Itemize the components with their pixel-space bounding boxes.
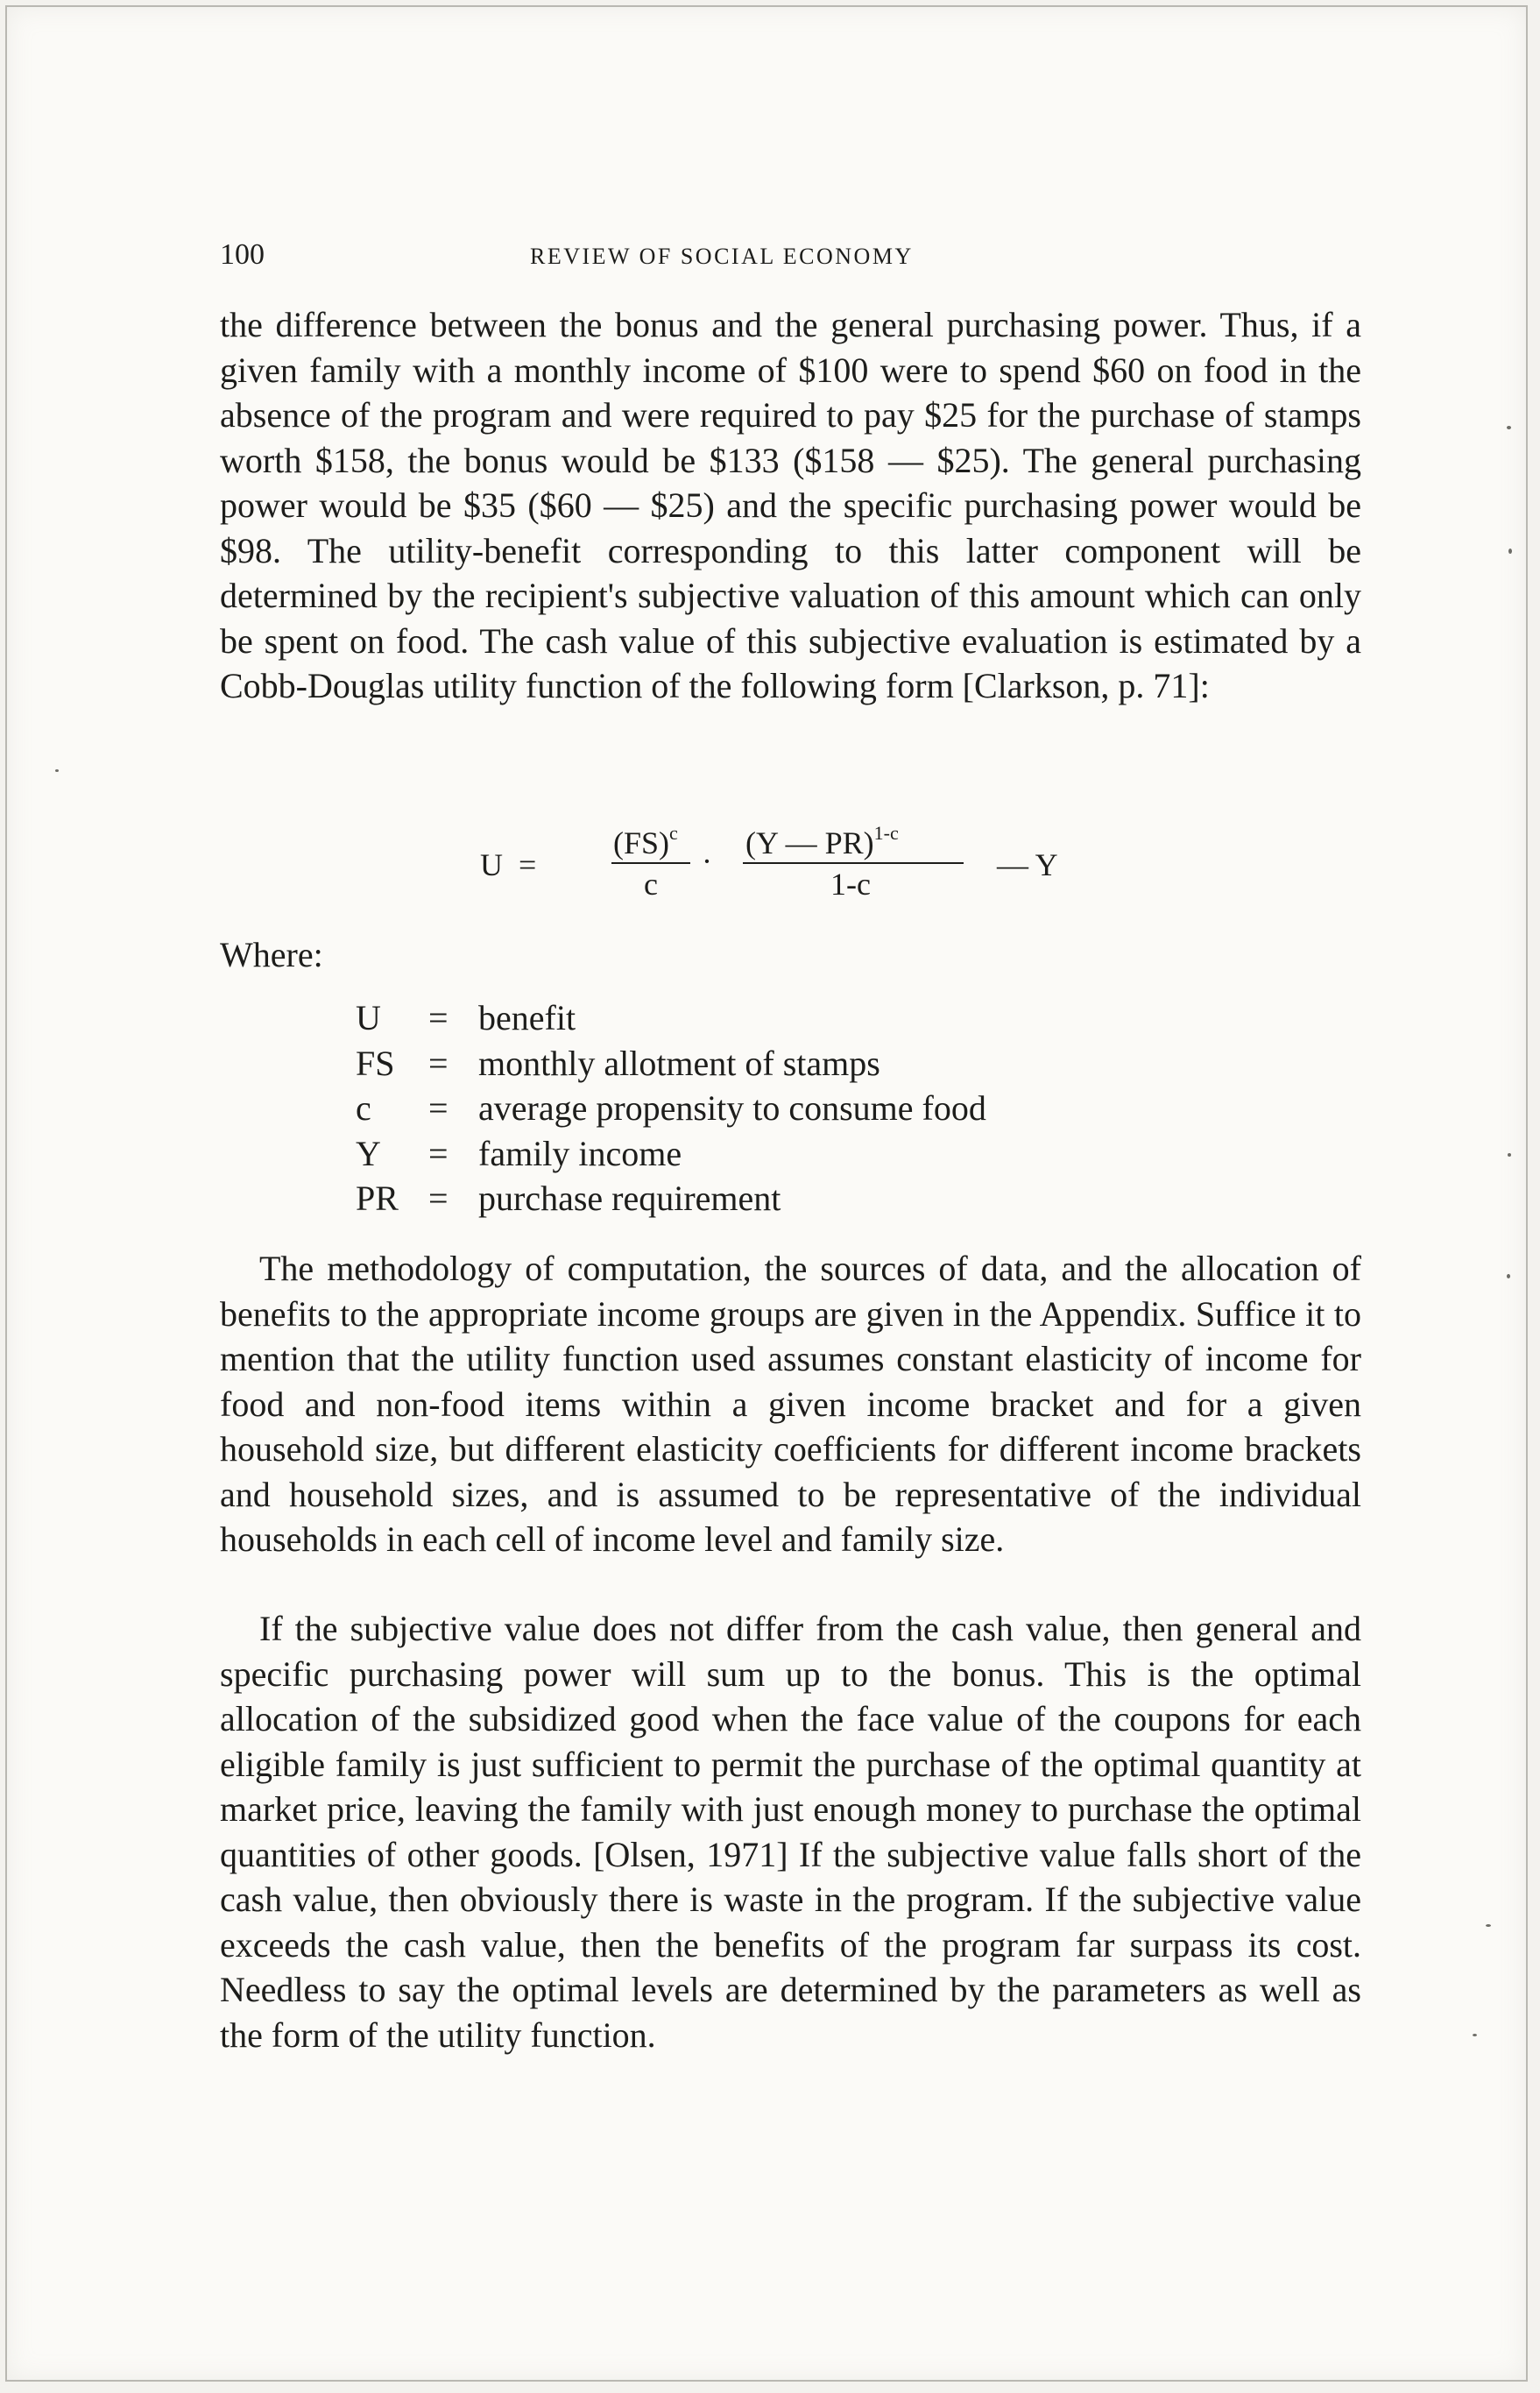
formula-frac2-line bbox=[743, 862, 964, 864]
scanned-page bbox=[5, 5, 1528, 2382]
paragraph-methodology: The methodology of computation, the sources of data, and the allocation of benefits to the appropriate income groups are given in the Appendix. Suffice it to mention that the utility function used assumes constant elasticity of income for food and non-food items within a given income bracket and for a given household size, but different elasticity coefficients for different income brackets and household sizes, and is assumed to be representative of the individual households in each cell of income level and family size. bbox=[220, 1249, 1361, 1559]
definition-symbol: Y bbox=[356, 1133, 381, 1173]
formula-lhs: U bbox=[480, 847, 503, 882]
definition-symbol: c bbox=[356, 1088, 371, 1128]
journal-title: REVIEW OF SOCIAL ECONOMY bbox=[530, 244, 914, 269]
definition-meaning: family income bbox=[478, 1133, 682, 1173]
page-number: 100 bbox=[220, 238, 265, 271]
definition-equals: = bbox=[428, 1179, 449, 1218]
definition-symbol: U bbox=[356, 998, 381, 1037]
formula-frac1-denominator: c bbox=[644, 867, 658, 902]
definition-row bbox=[356, 1178, 1232, 1223]
scan-speck bbox=[1508, 549, 1512, 554]
running-head bbox=[220, 238, 1359, 273]
scan-speck bbox=[1507, 426, 1511, 429]
formula-frac1-numerator: (FS)$^c$ bbox=[613, 822, 678, 860]
definition-symbol: PR bbox=[356, 1179, 399, 1218]
definition-meaning: monthly allotment of stamps bbox=[478, 1043, 880, 1083]
definition-meaning: average propensity to consume food bbox=[478, 1088, 986, 1128]
formula-tail: — Y bbox=[997, 847, 1058, 882]
definition-symbol: FS bbox=[356, 1043, 395, 1083]
where-label: Where: bbox=[220, 935, 323, 974]
formula-equals: = bbox=[519, 847, 537, 882]
definition-row bbox=[356, 1043, 1232, 1088]
definition-equals: = bbox=[428, 1133, 449, 1173]
definition-equals: = bbox=[428, 1088, 449, 1128]
definition-equals: = bbox=[428, 998, 449, 1037]
definition-list bbox=[356, 997, 1232, 1223]
formula-frac2-denominator: 1-c bbox=[830, 867, 871, 902]
scan-speck bbox=[55, 769, 59, 772]
formula-dot: · bbox=[702, 844, 712, 879]
utility-formula bbox=[480, 822, 1093, 918]
paragraph-bonus-example: the difference between the bonus and the general purchasing power. Thus, if a given family with a monthly income of $100 were to spend $60 on food in the absence of the program and were required to pay $25 for the purchase of stamps worth $158, the bonus would be $133 ($158 — $25). The general purchasing power would be $35 ($60 — $25) and the specific purchasing power would be $98. The utility-benefit corresponding to this latter component will be determined by the recipient's subjective valuation of this amount which can only be spent on food. The cash value of this subjective evaluation is estimated by a Cobb-Douglas utility function of the following form [Clarkson, p. 71]: bbox=[220, 305, 1361, 705]
definition-row bbox=[356, 997, 1232, 1043]
paragraph-subjective-value: If the subjective value does not differ from the cash value, then general and specific purchasing power will sum up to the bonus. This is the optimal allocation of the subsidized good when the face value of the coupons for each eligible family is just sufficient to permit the purchase of the optimal quantity at market price, leaving the family with just enough money to purchase the optimal quantities of other goods. [Olsen, 1971] If the subjective value falls short of the cash value, then obviously there is waste in the program. If the subjective value exceeds the cash value, then the benefits of the program far surpass its cost. Needless to say the optimal levels are determined by the parameters as well as the form of the utility function. bbox=[220, 1609, 1361, 2055]
definition-meaning: benefit bbox=[478, 998, 576, 1037]
definition-row bbox=[356, 1133, 1232, 1179]
definition-meaning: purchase requirement bbox=[478, 1179, 781, 1218]
scan-speck bbox=[1486, 1924, 1491, 1927]
scan-speck bbox=[1508, 1153, 1511, 1157]
scan-speck bbox=[1473, 2034, 1477, 2036]
definition-equals: = bbox=[428, 1043, 449, 1083]
definition-row bbox=[356, 1087, 1232, 1133]
formula-frac2-numerator: (Y — PR)$^{1-c}$ bbox=[745, 822, 899, 860]
formula-frac1-line bbox=[611, 862, 690, 864]
scan-speck bbox=[1507, 1274, 1510, 1278]
